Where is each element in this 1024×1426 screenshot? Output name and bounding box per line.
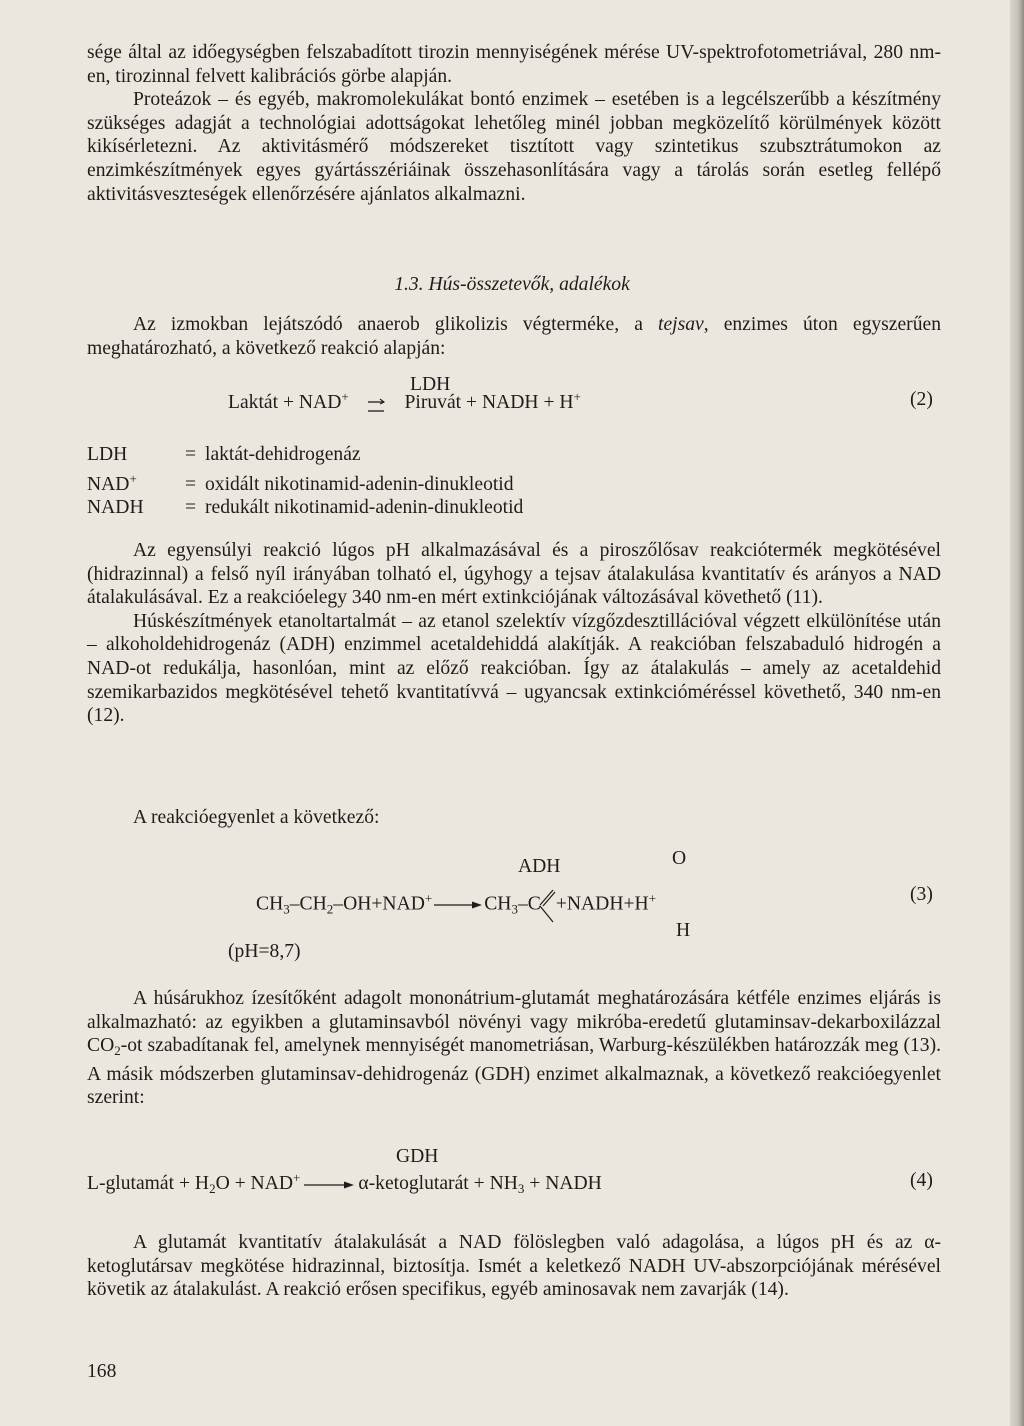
definition-equals: = bbox=[185, 497, 197, 518]
paragraph-6: A reakcióegyenlet a következő: bbox=[133, 807, 380, 828]
definition-row-nadh bbox=[87, 496, 523, 520]
equation-4 bbox=[87, 1170, 602, 1197]
eq2-right: Piruvát + NADH + H bbox=[404, 392, 574, 413]
eq3-tail: +NADH+H bbox=[555, 893, 649, 915]
eq3-number: (3) bbox=[910, 884, 933, 905]
paragraph-7 bbox=[87, 987, 941, 1110]
definition-key: NAD bbox=[87, 473, 130, 495]
paragraph-3 bbox=[87, 313, 941, 360]
definition-key: NADH bbox=[87, 497, 144, 518]
definition-value: oxidált nikotinamid-adenin-dinukleotid bbox=[205, 473, 514, 495]
eq3-ch3-product: CH bbox=[484, 893, 512, 915]
paragraph-7-sub: 2 bbox=[114, 1043, 121, 1059]
eq4-enzyme: GDH bbox=[396, 1146, 439, 1167]
eq3-dash: – bbox=[289, 893, 300, 915]
reaction-arrow-icon bbox=[432, 898, 484, 912]
paragraph-1: sége által az időegységben felszabadított tirozin mennyiségének mérése UV-spektrofotometriával, 280 nm-en, tirozinnal felvett kalibrációs görbe alapján. bbox=[87, 42, 941, 87]
definition-list bbox=[87, 443, 523, 520]
eq4-part-c: α-ketoglutarát + NH bbox=[358, 1173, 518, 1194]
page-edge-shadow bbox=[1010, 0, 1024, 1426]
eq2-number: (2) bbox=[910, 389, 933, 410]
eq2-left-plus: + bbox=[341, 389, 349, 404]
text-block-glutamate bbox=[87, 987, 941, 1110]
paragraph-3-end: , enzimes úton egyszerűen meghatározható, a következő reakció alapján: bbox=[87, 314, 942, 359]
section-heading: 1.3. Hús-összetevők, adalékok bbox=[394, 274, 630, 295]
equilibrium-arrow-icon bbox=[354, 391, 400, 417]
eq3-ch3: CH bbox=[256, 893, 284, 915]
paragraph-8: A glutamát kvantitatív átalakulását a NAD fölöslegben való adagolása, a lúgos pH és az α-ketoglutársav megkötése hidrazinnal, biztosítja. Ismét a keletkező NADH UV-abszorpciójának mérésével követik az átalakulást. A reakció erősen specifikus, egyéb aminosavak nem zavarják (14). bbox=[87, 1232, 941, 1301]
text-block-middle bbox=[87, 539, 941, 728]
eq3-hydrogen: H bbox=[676, 920, 691, 941]
paragraph-3-italic: tejsav bbox=[658, 314, 704, 335]
eq2-enzyme: LDH bbox=[410, 374, 451, 395]
paragraph-4: Az egyensúlyi reakció lúgos pH alkalmazásával és a piroszőlősav reakciótermék megkötésével (hidrazinnal) a felső nyíl irányában tolható el, úgyhogy a tejsav átalakulása kvantitatív és arányos a NAD átalakulásával. Ez a reakcióelegy 340 nm-en mért extinkciójának változásával követhető (11). bbox=[87, 540, 941, 609]
eq3-condition: (pH=8,7) bbox=[228, 941, 301, 962]
eq4-sub: 2 bbox=[209, 1181, 216, 1196]
eq4-part-b: O + NAD bbox=[215, 1173, 294, 1194]
eq3-oh-nad: –OH+NAD bbox=[333, 893, 425, 915]
text-block-top bbox=[87, 41, 941, 206]
eq3-enzyme: ADH bbox=[518, 856, 561, 877]
eq4-sub: 3 bbox=[517, 1181, 525, 1196]
paragraph-3-start: Az izmokban lejátszódó anaerob glikolizis végterméke, a bbox=[133, 314, 659, 335]
paragraph-7-start: A húsárukhoz ízesítőként adagolt mononátrium-glutamát meghatározására kétféle enzimes eljárás is alkalmazható: az egyikben a glutaminsavból növényi vagy mikróba-eredetű glutaminsav-dekarboxilázzal CO bbox=[87, 988, 941, 1057]
paragraph-2: Proteázok – és egyéb, makromolekulákat bontó enzimek – esetében is a legcélszerűbb a készítmény szükséges adagját a technológiai adottságokat lehetőleg minél jobban megközelítő körülmények között kikísérletezni. Az aktivitásmérő módszereket tisztított vagy szintetikus szubsztrátumokon az enzimkészítmények egyes gyártásszériáinak összehasonlítására vagy a tárolás során esetleg fellépő aktivitásveszteségek ellenőrzésére ajánlatos alkalmazni. bbox=[87, 89, 941, 205]
definition-equals: = bbox=[185, 473, 197, 495]
definition-row-ldh bbox=[87, 443, 523, 467]
eq3-ch2: CH bbox=[299, 893, 327, 915]
definition-equals: = bbox=[185, 444, 197, 465]
eq3-sup: + bbox=[648, 890, 657, 906]
eq4-part-a: L-glutamát + H bbox=[87, 1173, 210, 1194]
eq3-oxygen: O bbox=[672, 848, 687, 869]
equation-2 bbox=[228, 389, 581, 417]
eq3-sub: 3 bbox=[511, 901, 518, 917]
definition-key-sup: + bbox=[129, 470, 137, 486]
text-block-lactate bbox=[87, 313, 941, 360]
definition-value: redukált nikotinamid-adenin-dinukleotid bbox=[205, 497, 524, 518]
equation-3: $CH_3-CH_2-OH+NAD^+$ $CH_3-C$ +NADH+H+ bbox=[256, 884, 656, 926]
definition-row-nad bbox=[87, 467, 523, 497]
paragraph-5: Húskészítmények etanoltartalmát – az etanol szelektív vízgőzdesztillációval végzett elkülönítése után – alkoholdehidrogenáz (ADH) enzimmel acetaldehiddá alakítják. A reakcióban felszabaduló hidrogén a NAD-ot redukálja, hasonlóan, mint az előző reakcióban. Így az átalakulás – amely az acetaldehid szemikarbazidos megkötésével tehető kvantitatívvá – ugyancsak extinkcióméréssel követhető, 340 nm-en (12). bbox=[87, 610, 941, 727]
page-number: 168 bbox=[87, 1361, 117, 1382]
reaction-arrow-icon bbox=[300, 1178, 358, 1192]
aldehyde-bond-icon bbox=[538, 884, 556, 926]
paragraph-7-end: -ot szabadítanak fel, amelynek mennyiségét manometriásan, Warburg-készülékben határozzák meg (13). A másik módszerben glutaminsav-dehidrogenáz (GDH) enzimet alkalmaznak, a következő reakcióegyenlet szerint: bbox=[87, 1035, 941, 1109]
eq4-number: (4) bbox=[910, 1170, 933, 1191]
eq3-sup: + bbox=[424, 890, 433, 906]
eq4-sup: + bbox=[293, 1170, 301, 1185]
eq3-dash: – bbox=[517, 893, 528, 915]
eq2-right-plus: + bbox=[573, 389, 581, 404]
eq4-part-d: + NADH bbox=[524, 1173, 602, 1194]
definition-value: laktát-dehidrogenáz bbox=[205, 444, 361, 465]
eq2-left: Laktát + NAD bbox=[228, 392, 342, 413]
text-block-bottom bbox=[87, 1231, 941, 1302]
definition-key: LDH bbox=[87, 444, 128, 465]
eq3-sub: 3 bbox=[283, 901, 290, 917]
text-block-eq3-intro bbox=[87, 806, 941, 830]
eq3-sub: 2 bbox=[326, 901, 334, 917]
